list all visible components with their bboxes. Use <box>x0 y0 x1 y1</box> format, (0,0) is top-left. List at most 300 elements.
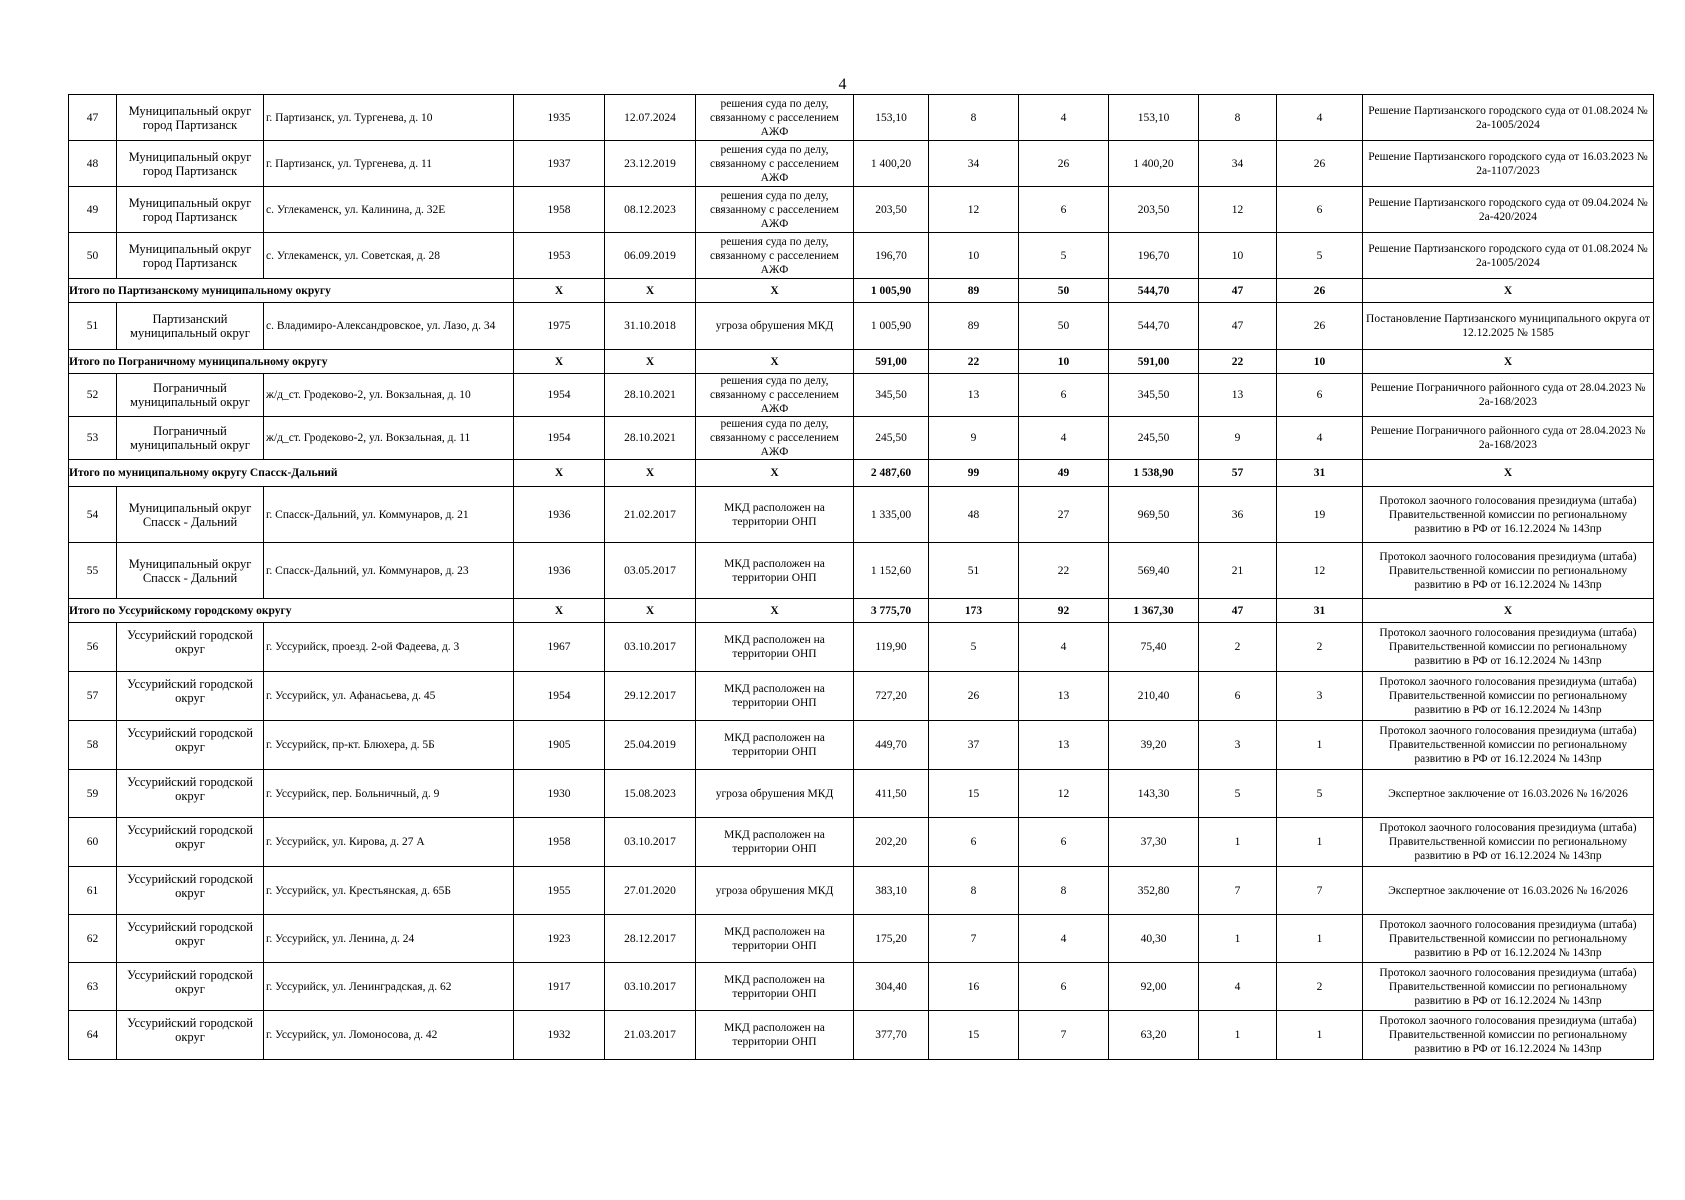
area-total-cell: 119,90 <box>854 623 929 672</box>
municipality-cell: Партизанский муниципальный округ <box>117 303 264 350</box>
rooms-cell: 4 <box>1277 417 1363 460</box>
residents-total-cell: 48 <box>929 487 1019 543</box>
table-row <box>69 818 1654 867</box>
residents-total-cell: 173 <box>929 599 1019 623</box>
area-cell: 210,40 <box>1109 672 1199 721</box>
row-number-cell: 56 <box>69 623 117 672</box>
row-number-cell: 63 <box>69 963 117 1011</box>
basis-cell: Решение Партизанского городского суда от 16.03.2023 № 2а-1107/2023 <box>1363 141 1654 187</box>
rooms-cell: 2 <box>1277 963 1363 1011</box>
rooms-total-cell: 4 <box>1019 915 1109 963</box>
rooms-total-cell: 6 <box>1019 374 1109 417</box>
reason-cell: МКД расположен на территории ОНП <box>696 672 854 721</box>
residents-total-cell: 15 <box>929 770 1019 818</box>
table-row <box>69 487 1654 543</box>
table-row <box>69 303 1654 350</box>
year-cell: 1967 <box>514 623 605 672</box>
rooms-total-cell: 8 <box>1019 867 1109 915</box>
year-cell: X <box>514 599 605 623</box>
basis-cell: Решение Партизанского городского суда от 01.08.2024 № 2а-1005/2024 <box>1363 95 1654 141</box>
table-row <box>69 721 1654 770</box>
reason-cell: решения суда по делу, связанному с расселением АЖФ <box>696 233 854 279</box>
subtotal-row <box>69 460 1654 487</box>
row-number-cell: 60 <box>69 818 117 867</box>
date-cell: 12.07.2024 <box>605 95 696 141</box>
reason-cell: X <box>696 599 854 623</box>
residents-cell: 22 <box>1199 350 1277 374</box>
residents-total-cell: 51 <box>929 543 1019 599</box>
residents-cell: 8 <box>1199 95 1277 141</box>
reason-cell: МКД расположен на территории ОНП <box>696 915 854 963</box>
subtotal-label: Итого по Пограничному муниципальному округу <box>69 350 514 374</box>
residents-total-cell: 10 <box>929 233 1019 279</box>
address-cell: г. Спасск-Дальний, ул. Коммунаров, д. 21 <box>264 487 514 543</box>
residents-cell: 47 <box>1199 599 1277 623</box>
year-cell: 1954 <box>514 417 605 460</box>
date-cell: 03.10.2017 <box>605 963 696 1011</box>
date-cell: 28.10.2021 <box>605 374 696 417</box>
area-cell: 345,50 <box>1109 374 1199 417</box>
basis-cell: Решение Пограничного районного суда от 28.04.2023 № 2а-168/2023 <box>1363 417 1654 460</box>
area-total-cell: 1 335,00 <box>854 487 929 543</box>
row-number-cell: 53 <box>69 417 117 460</box>
residents-total-cell: 89 <box>929 279 1019 303</box>
residents-total-cell: 16 <box>929 963 1019 1011</box>
rooms-cell: 10 <box>1277 350 1363 374</box>
address-cell: г. Спасск-Дальний, ул. Коммунаров, д. 23 <box>264 543 514 599</box>
residents-total-cell: 13 <box>929 374 1019 417</box>
year-cell: X <box>514 350 605 374</box>
rooms-total-cell: 10 <box>1019 350 1109 374</box>
area-total-cell: 1 005,90 <box>854 279 929 303</box>
residents-cell: 36 <box>1199 487 1277 543</box>
residents-cell: 4 <box>1199 963 1277 1011</box>
housing-register-table <box>68 94 1654 1060</box>
residents-cell: 57 <box>1199 460 1277 487</box>
reason-cell: решения суда по делу, связанному с расселением АЖФ <box>696 95 854 141</box>
area-total-cell: 377,70 <box>854 1011 929 1060</box>
subtotal-row <box>69 279 1654 303</box>
date-cell: 25.04.2019 <box>605 721 696 770</box>
address-cell: г. Уссурийск, пр-кт. Блюхера, д. 5Б <box>264 721 514 770</box>
area-cell: 544,70 <box>1109 303 1199 350</box>
residents-cell: 10 <box>1199 233 1277 279</box>
area-total-cell: 449,70 <box>854 721 929 770</box>
year-cell: 1917 <box>514 963 605 1011</box>
row-number-cell: 64 <box>69 1011 117 1060</box>
rooms-cell: 31 <box>1277 599 1363 623</box>
address-cell: с. Владимиро-Александровское, ул. Лазо, д. 34 <box>264 303 514 350</box>
date-cell: X <box>605 599 696 623</box>
rooms-cell: 5 <box>1277 770 1363 818</box>
area-total-cell: 1 400,20 <box>854 141 929 187</box>
table-row <box>69 95 1654 141</box>
date-cell: 27.01.2020 <box>605 867 696 915</box>
area-cell: 196,70 <box>1109 233 1199 279</box>
rooms-cell: 4 <box>1277 95 1363 141</box>
date-cell: 21.02.2017 <box>605 487 696 543</box>
date-cell: 29.12.2017 <box>605 672 696 721</box>
rooms-total-cell: 27 <box>1019 487 1109 543</box>
year-cell: 1923 <box>514 915 605 963</box>
area-total-cell: 3 775,70 <box>854 599 929 623</box>
residents-cell: 1 <box>1199 915 1277 963</box>
address-cell: ж/д_ст. Гродеково-2, ул. Вокзальная, д. 10 <box>264 374 514 417</box>
address-cell: с. Углекаменск, ул. Советская, д. 28 <box>264 233 514 279</box>
rooms-total-cell: 4 <box>1019 417 1109 460</box>
row-number-cell: 55 <box>69 543 117 599</box>
area-total-cell: 591,00 <box>854 350 929 374</box>
residents-cell: 12 <box>1199 187 1277 233</box>
rooms-cell: 12 <box>1277 543 1363 599</box>
address-cell: г. Уссурийск, проезд. 2-ой Фадеева, д. 3 <box>264 623 514 672</box>
page-number: 4 <box>838 76 847 93</box>
municipality-cell: Уссурийский городской округ <box>117 818 264 867</box>
municipality-cell: Уссурийский городской округ <box>117 915 264 963</box>
area-cell: 569,40 <box>1109 543 1199 599</box>
year-cell: 1975 <box>514 303 605 350</box>
area-cell: 245,50 <box>1109 417 1199 460</box>
basis-cell: X <box>1363 279 1654 303</box>
area-total-cell: 2 487,60 <box>854 460 929 487</box>
date-cell: 03.10.2017 <box>605 818 696 867</box>
municipality-cell: Уссурийский городской округ <box>117 770 264 818</box>
reason-cell: МКД расположен на территории ОНП <box>696 1011 854 1060</box>
address-cell: г. Уссурийск, пер. Больничный, д. 9 <box>264 770 514 818</box>
rooms-total-cell: 50 <box>1019 279 1109 303</box>
reason-cell: решения суда по делу, связанному с расселением АЖФ <box>696 417 854 460</box>
reason-cell: МКД расположен на территории ОНП <box>696 963 854 1011</box>
row-number-cell: 51 <box>69 303 117 350</box>
basis-cell: X <box>1363 599 1654 623</box>
residents-total-cell: 8 <box>929 95 1019 141</box>
date-cell: 28.12.2017 <box>605 915 696 963</box>
rooms-cell: 26 <box>1277 141 1363 187</box>
row-number-cell: 48 <box>69 141 117 187</box>
row-number-cell: 61 <box>69 867 117 915</box>
basis-cell: Протокол заочного голосования президиума (штаба) Правительственной комиссии по региональному развитию в РФ от 16.12.2024 № 143пр <box>1363 915 1654 963</box>
residents-cell: 1 <box>1199 1011 1277 1060</box>
rooms-total-cell: 50 <box>1019 303 1109 350</box>
area-cell: 544,70 <box>1109 279 1199 303</box>
date-cell: 23.12.2019 <box>605 141 696 187</box>
municipality-cell: Пограничный муниципальный округ <box>117 374 264 417</box>
area-cell: 63,20 <box>1109 1011 1199 1060</box>
area-cell: 1 538,90 <box>1109 460 1199 487</box>
row-number-cell: 54 <box>69 487 117 543</box>
municipality-cell: Уссурийский городской округ <box>117 867 264 915</box>
table-row <box>69 374 1654 417</box>
row-number-cell: 52 <box>69 374 117 417</box>
row-number-cell: 59 <box>69 770 117 818</box>
date-cell: 08.12.2023 <box>605 187 696 233</box>
area-cell: 75,40 <box>1109 623 1199 672</box>
reason-cell: X <box>696 350 854 374</box>
residents-cell: 3 <box>1199 721 1277 770</box>
municipality-cell: Муниципальный округ Спасск - Дальний <box>117 487 264 543</box>
residents-total-cell: 6 <box>929 818 1019 867</box>
table-row <box>69 623 1654 672</box>
year-cell: 1937 <box>514 141 605 187</box>
area-total-cell: 175,20 <box>854 915 929 963</box>
residents-total-cell: 5 <box>929 623 1019 672</box>
subtotal-label: Итого по Партизанскому муниципальному округу <box>69 279 514 303</box>
year-cell: 1905 <box>514 721 605 770</box>
basis-cell: Протокол заочного голосования президиума (штаба) Правительственной комиссии по региональному развитию в РФ от 16.12.2024 № 143пр <box>1363 1011 1654 1060</box>
municipality-cell: Муниципальный округ город Партизанск <box>117 187 264 233</box>
basis-cell: Постановление Партизанского муниципального округа от 12.12.2025 № 1585 <box>1363 303 1654 350</box>
year-cell: X <box>514 460 605 487</box>
municipality-cell: Муниципальный округ город Партизанск <box>117 141 264 187</box>
reason-cell: МКД расположен на территории ОНП <box>696 623 854 672</box>
basis-cell: X <box>1363 460 1654 487</box>
rooms-total-cell: 13 <box>1019 672 1109 721</box>
address-cell: г. Партизанск, ул. Тургенева, д. 10 <box>264 95 514 141</box>
year-cell: 1936 <box>514 543 605 599</box>
residents-total-cell: 26 <box>929 672 1019 721</box>
year-cell: 1958 <box>514 187 605 233</box>
area-total-cell: 411,50 <box>854 770 929 818</box>
rooms-total-cell: 6 <box>1019 963 1109 1011</box>
rooms-cell: 1 <box>1277 818 1363 867</box>
rooms-total-cell: 92 <box>1019 599 1109 623</box>
area-total-cell: 383,10 <box>854 867 929 915</box>
date-cell: 21.03.2017 <box>605 1011 696 1060</box>
rooms-total-cell: 13 <box>1019 721 1109 770</box>
date-cell: 31.10.2018 <box>605 303 696 350</box>
residents-cell: 2 <box>1199 623 1277 672</box>
basis-cell: Экспертное заключение от 16.03.2026 № 16/2026 <box>1363 867 1654 915</box>
basis-cell: Протокол заочного голосования президиума (штаба) Правительственной комиссии по региональному развитию в РФ от 16.12.2024 № 143пр <box>1363 721 1654 770</box>
municipality-cell: Уссурийский городской округ <box>117 1011 264 1060</box>
area-cell: 39,20 <box>1109 721 1199 770</box>
basis-cell: Решение Пограничного районного суда от 28.04.2023 № 2а-168/2023 <box>1363 374 1654 417</box>
municipality-cell: Муниципальный округ Спасск - Дальний <box>117 543 264 599</box>
year-cell: 1958 <box>514 818 605 867</box>
area-total-cell: 727,20 <box>854 672 929 721</box>
municipality-cell: Муниципальный округ город Партизанск <box>117 95 264 141</box>
row-number-cell: 49 <box>69 187 117 233</box>
address-cell: с. Углекаменск, ул. Калинина, д. 32Е <box>264 187 514 233</box>
table-row <box>69 963 1654 1011</box>
residents-cell: 5 <box>1199 770 1277 818</box>
residents-total-cell: 9 <box>929 417 1019 460</box>
rooms-total-cell: 26 <box>1019 141 1109 187</box>
table-row <box>69 543 1654 599</box>
reason-cell: X <box>696 279 854 303</box>
rooms-cell: 6 <box>1277 374 1363 417</box>
reason-cell: угроза обрушения МКД <box>696 303 854 350</box>
table-row <box>69 141 1654 187</box>
subtotal-label: Итого по Уссурийскому городскому округу <box>69 599 514 623</box>
residents-cell: 6 <box>1199 672 1277 721</box>
table-row <box>69 1011 1654 1060</box>
area-cell: 352,80 <box>1109 867 1199 915</box>
residents-total-cell: 37 <box>929 721 1019 770</box>
rooms-cell: 3 <box>1277 672 1363 721</box>
area-cell: 203,50 <box>1109 187 1199 233</box>
year-cell: 1935 <box>514 95 605 141</box>
area-cell: 591,00 <box>1109 350 1199 374</box>
rooms-cell: 31 <box>1277 460 1363 487</box>
rooms-total-cell: 5 <box>1019 233 1109 279</box>
rooms-cell: 2 <box>1277 623 1363 672</box>
residents-cell: 13 <box>1199 374 1277 417</box>
area-cell: 40,30 <box>1109 915 1199 963</box>
date-cell: X <box>605 279 696 303</box>
residents-total-cell: 99 <box>929 460 1019 487</box>
address-cell: г. Уссурийск, ул. Ломоносова, д. 42 <box>264 1011 514 1060</box>
area-total-cell: 345,50 <box>854 374 929 417</box>
reason-cell: угроза обрушения МКД <box>696 867 854 915</box>
municipality-cell: Уссурийский городской округ <box>117 623 264 672</box>
rooms-total-cell: 7 <box>1019 1011 1109 1060</box>
residents-total-cell: 34 <box>929 141 1019 187</box>
date-cell: 03.10.2017 <box>605 623 696 672</box>
area-total-cell: 196,70 <box>854 233 929 279</box>
address-cell: г. Уссурийск, ул. Крестьянская, д. 65Б <box>264 867 514 915</box>
date-cell: X <box>605 460 696 487</box>
reason-cell: решения суда по делу, связанному с расселением АЖФ <box>696 141 854 187</box>
year-cell: 1954 <box>514 374 605 417</box>
basis-cell: Решение Партизанского городского суда от 01.08.2024 № 2а-1005/2024 <box>1363 233 1654 279</box>
rooms-total-cell: 6 <box>1019 818 1109 867</box>
rooms-cell: 1 <box>1277 915 1363 963</box>
row-number-cell: 58 <box>69 721 117 770</box>
table-row <box>69 915 1654 963</box>
rooms-total-cell: 22 <box>1019 543 1109 599</box>
area-total-cell: 203,50 <box>854 187 929 233</box>
reason-cell: решения суда по делу, связанному с расселением АЖФ <box>696 374 854 417</box>
area-total-cell: 304,40 <box>854 963 929 1011</box>
area-total-cell: 1 152,60 <box>854 543 929 599</box>
area-cell: 1 367,30 <box>1109 599 1199 623</box>
municipality-cell: Муниципальный округ город Партизанск <box>117 233 264 279</box>
basis-cell: Протокол заочного голосования президиума (штаба) Правительственной комиссии по региональному развитию в РФ от 16.12.2024 № 143пр <box>1363 963 1654 1011</box>
subtotal-row <box>69 350 1654 374</box>
residents-cell: 1 <box>1199 818 1277 867</box>
year-cell: 1932 <box>514 1011 605 1060</box>
address-cell: г. Уссурийск, ул. Ленина, д. 24 <box>264 915 514 963</box>
rooms-cell: 19 <box>1277 487 1363 543</box>
address-cell: г. Партизанск, ул. Тургенева, д. 11 <box>264 141 514 187</box>
residents-cell: 47 <box>1199 303 1277 350</box>
residents-total-cell: 12 <box>929 187 1019 233</box>
residents-total-cell: 8 <box>929 867 1019 915</box>
year-cell: 1953 <box>514 233 605 279</box>
basis-cell: Экспертное заключение от 16.03.2026 № 16/2026 <box>1363 770 1654 818</box>
year-cell: 1936 <box>514 487 605 543</box>
subtotal-label: Итого по муниципальному округу Спасск-Дальний <box>69 460 514 487</box>
date-cell: 03.05.2017 <box>605 543 696 599</box>
table-row <box>69 417 1654 460</box>
basis-cell: Протокол заочного голосования президиума (штаба) Правительственной комиссии по региональному развитию в РФ от 16.12.2024 № 143пр <box>1363 487 1654 543</box>
area-cell: 1 400,20 <box>1109 141 1199 187</box>
reason-cell: МКД расположен на территории ОНП <box>696 818 854 867</box>
residents-cell: 21 <box>1199 543 1277 599</box>
table-row <box>69 867 1654 915</box>
rooms-cell: 26 <box>1277 303 1363 350</box>
residents-cell: 47 <box>1199 279 1277 303</box>
date-cell: X <box>605 350 696 374</box>
residents-total-cell: 7 <box>929 915 1019 963</box>
row-number-cell: 47 <box>69 95 117 141</box>
rooms-total-cell: 4 <box>1019 95 1109 141</box>
year-cell: X <box>514 279 605 303</box>
area-total-cell: 202,20 <box>854 818 929 867</box>
reason-cell: МКД расположен на территории ОНП <box>696 721 854 770</box>
rooms-cell: 6 <box>1277 187 1363 233</box>
row-number-cell: 62 <box>69 915 117 963</box>
rooms-total-cell: 4 <box>1019 623 1109 672</box>
date-cell: 15.08.2023 <box>605 770 696 818</box>
reason-cell: МКД расположен на территории ОНП <box>696 487 854 543</box>
municipality-cell: Уссурийский городской округ <box>117 721 264 770</box>
area-cell: 92,00 <box>1109 963 1199 1011</box>
residents-total-cell: 22 <box>929 350 1019 374</box>
year-cell: 1930 <box>514 770 605 818</box>
year-cell: 1954 <box>514 672 605 721</box>
rooms-cell: 7 <box>1277 867 1363 915</box>
municipality-cell: Уссурийский городской округ <box>117 963 264 1011</box>
municipality-cell: Уссурийский городской округ <box>117 672 264 721</box>
subtotal-row <box>69 599 1654 623</box>
residents-cell: 9 <box>1199 417 1277 460</box>
rooms-total-cell: 6 <box>1019 187 1109 233</box>
area-total-cell: 1 005,90 <box>854 303 929 350</box>
basis-cell: Решение Партизанского городского суда от 09.04.2024 № 2а-420/2024 <box>1363 187 1654 233</box>
basis-cell: Протокол заочного голосования президиума (штаба) Правительственной комиссии по региональному развитию в РФ от 16.12.2024 № 143пр <box>1363 672 1654 721</box>
basis-cell: Протокол заочного голосования президиума (штаба) Правительственной комиссии по региональному развитию в РФ от 16.12.2024 № 143пр <box>1363 543 1654 599</box>
area-total-cell: 153,10 <box>854 95 929 141</box>
year-cell: 1955 <box>514 867 605 915</box>
address-cell: ж/д_ст. Гродеково-2, ул. Вокзальная, д. 11 <box>264 417 514 460</box>
date-cell: 28.10.2021 <box>605 417 696 460</box>
table-row <box>69 770 1654 818</box>
reason-cell: угроза обрушения МКД <box>696 770 854 818</box>
basis-cell: Протокол заочного голосования президиума (штаба) Правительственной комиссии по региональному развитию в РФ от 16.12.2024 № 143пр <box>1363 818 1654 867</box>
table-row <box>69 233 1654 279</box>
row-number-cell: 50 <box>69 233 117 279</box>
rooms-cell: 5 <box>1277 233 1363 279</box>
residents-cell: 7 <box>1199 867 1277 915</box>
area-cell: 969,50 <box>1109 487 1199 543</box>
municipality-cell: Пограничный муниципальный округ <box>117 417 264 460</box>
residents-total-cell: 15 <box>929 1011 1019 1060</box>
area-total-cell: 245,50 <box>854 417 929 460</box>
rooms-cell: 26 <box>1277 279 1363 303</box>
reason-cell: решения суда по делу, связанному с расселением АЖФ <box>696 187 854 233</box>
basis-cell: Протокол заочного голосования президиума (штаба) Правительственной комиссии по региональному развитию в РФ от 16.12.2024 № 143пр <box>1363 623 1654 672</box>
area-cell: 153,10 <box>1109 95 1199 141</box>
basis-cell: X <box>1363 350 1654 374</box>
address-cell: г. Уссурийск, ул. Афанасьева, д. 45 <box>264 672 514 721</box>
reason-cell: X <box>696 460 854 487</box>
address-cell: г. Уссурийск, ул. Ленинградская, д. 62 <box>264 963 514 1011</box>
address-cell: г. Уссурийск, ул. Кирова, д. 27 А <box>264 818 514 867</box>
area-cell: 37,30 <box>1109 818 1199 867</box>
register-body <box>69 95 1654 1060</box>
date-cell: 06.09.2019 <box>605 233 696 279</box>
rooms-cell: 1 <box>1277 721 1363 770</box>
residents-cell: 34 <box>1199 141 1277 187</box>
rooms-total-cell: 12 <box>1019 770 1109 818</box>
area-cell: 143,30 <box>1109 770 1199 818</box>
rooms-total-cell: 49 <box>1019 460 1109 487</box>
table-row <box>69 672 1654 721</box>
rooms-cell: 1 <box>1277 1011 1363 1060</box>
row-number-cell: 57 <box>69 672 117 721</box>
